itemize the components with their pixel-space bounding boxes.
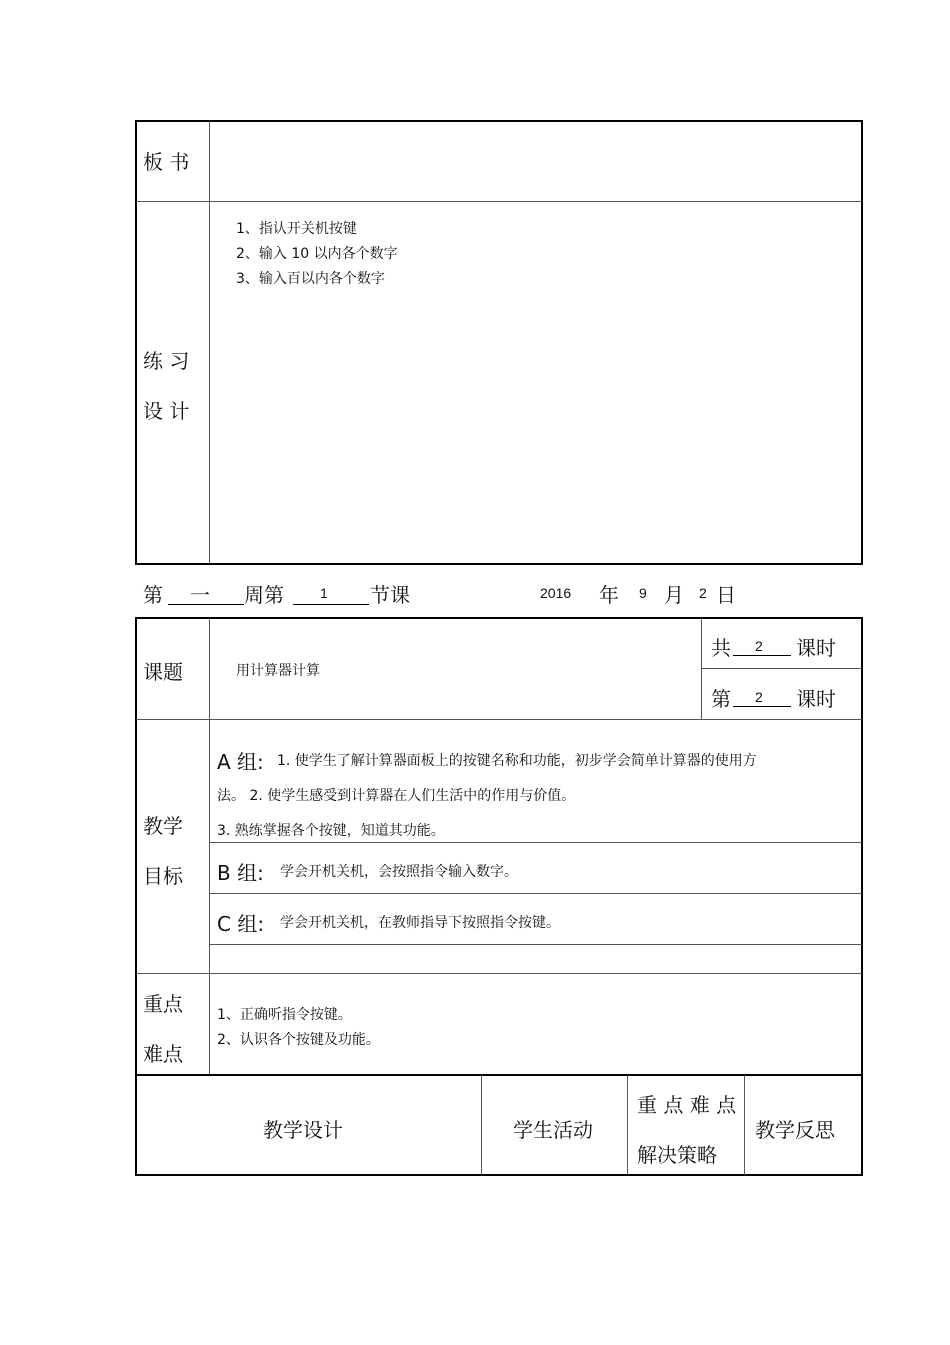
schedule-lesson-suffix: 节课 bbox=[370, 583, 410, 607]
practice-item: 2、输入 10 以内各个数字 bbox=[236, 246, 398, 262]
lesson-underline bbox=[293, 604, 369, 605]
current-lesson-prefix: 第 bbox=[711, 687, 731, 711]
table1-column-divider bbox=[209, 121, 210, 564]
group-b-label: B 组: bbox=[217, 861, 264, 885]
board-practice-table bbox=[135, 120, 863, 565]
schedule-lesson: 1 bbox=[320, 585, 328, 601]
topic-row-bottom bbox=[136, 719, 862, 720]
current-lesson-value: 2 bbox=[755, 689, 763, 705]
schedule-week: 一 bbox=[190, 583, 210, 607]
board-label: 板 书 bbox=[143, 150, 190, 174]
practice-label-line2: 设 计 bbox=[143, 399, 190, 423]
header-teaching-design: 教学设计 bbox=[263, 1118, 343, 1142]
topic-value: 用计算器计算 bbox=[236, 663, 320, 679]
keypoints-label-line2: 难点 bbox=[143, 1042, 183, 1066]
header-strategy-line1: 重 点 难 点 bbox=[637, 1093, 737, 1117]
goals-label-line1: 教学 bbox=[143, 814, 183, 838]
lesson-plan-table bbox=[135, 617, 863, 1176]
lesson-count-row-divider bbox=[702, 668, 862, 669]
header-reflection: 教学反思 bbox=[755, 1118, 835, 1142]
schedule-day: 2 bbox=[699, 585, 707, 601]
group-a-line3: 3. 熟练掌握各个按键，知道其功能。 bbox=[217, 823, 445, 839]
schedule-prefix: 第 bbox=[143, 583, 163, 607]
total-lessons-underline bbox=[733, 655, 791, 656]
schedule-year: 2016 bbox=[540, 585, 572, 601]
keypoint-item: 1、正确听指令按键。 bbox=[217, 1007, 352, 1023]
keypoints-label-line1: 重点 bbox=[143, 992, 183, 1016]
group-c-text: 学会开机关机，在教师指导下按照指令按键。 bbox=[280, 915, 560, 931]
schedule-month: 9 bbox=[639, 585, 647, 601]
keypoints-row-bottom bbox=[136, 1074, 862, 1076]
schedule-month-char: 月 bbox=[664, 583, 684, 607]
practice-label-line1: 练 习 bbox=[143, 349, 190, 373]
current-lesson-suffix: 课时 bbox=[796, 687, 836, 711]
goal-b-bottom bbox=[210, 893, 862, 894]
goals-row-bottom bbox=[136, 973, 862, 974]
goal-a-bottom bbox=[210, 842, 862, 843]
table1-row-divider bbox=[136, 201, 862, 202]
group-c-label: C 组: bbox=[217, 912, 265, 936]
goals-label-line2: 目标 bbox=[143, 864, 183, 888]
header-student-activity: 学生活动 bbox=[513, 1118, 593, 1142]
group-a-line1: 1. 使学生了解计算器面板上的按键名称和功能，初步学会简单计算器的使用方 bbox=[277, 753, 757, 769]
goal-c-bottom bbox=[210, 944, 862, 945]
header-strategy-line2: 解决策略 bbox=[637, 1143, 717, 1167]
total-lessons-value: 2 bbox=[755, 638, 763, 654]
schedule-year-char: 年 bbox=[599, 583, 619, 607]
footer-divider-1 bbox=[481, 1075, 482, 1175]
practice-item: 3、输入百以内各个数字 bbox=[236, 271, 385, 287]
group-a-label: A 组: bbox=[217, 750, 264, 774]
total-lessons-suffix: 课时 bbox=[796, 636, 836, 660]
current-lesson-underline bbox=[733, 706, 791, 707]
group-a-line2: 法。 2. 使学生感受到计算器在人们生活中的作用与价值。 bbox=[217, 788, 576, 804]
schedule-week-suffix: 周第 bbox=[244, 583, 284, 607]
group-b-text: 学会开机关机，会按照指令输入数字。 bbox=[280, 864, 518, 880]
footer-divider-3 bbox=[744, 1075, 745, 1175]
topic-label: 课题 bbox=[143, 660, 183, 684]
footer-divider-2 bbox=[627, 1075, 628, 1175]
total-lessons-prefix: 共 bbox=[711, 636, 731, 660]
keypoint-item: 2、认识各个按键及功能。 bbox=[217, 1032, 380, 1048]
table2-label-divider bbox=[209, 618, 210, 1074]
practice-item: 1、指认开关机按键 bbox=[236, 221, 357, 237]
schedule-day-char: 日 bbox=[716, 583, 736, 607]
